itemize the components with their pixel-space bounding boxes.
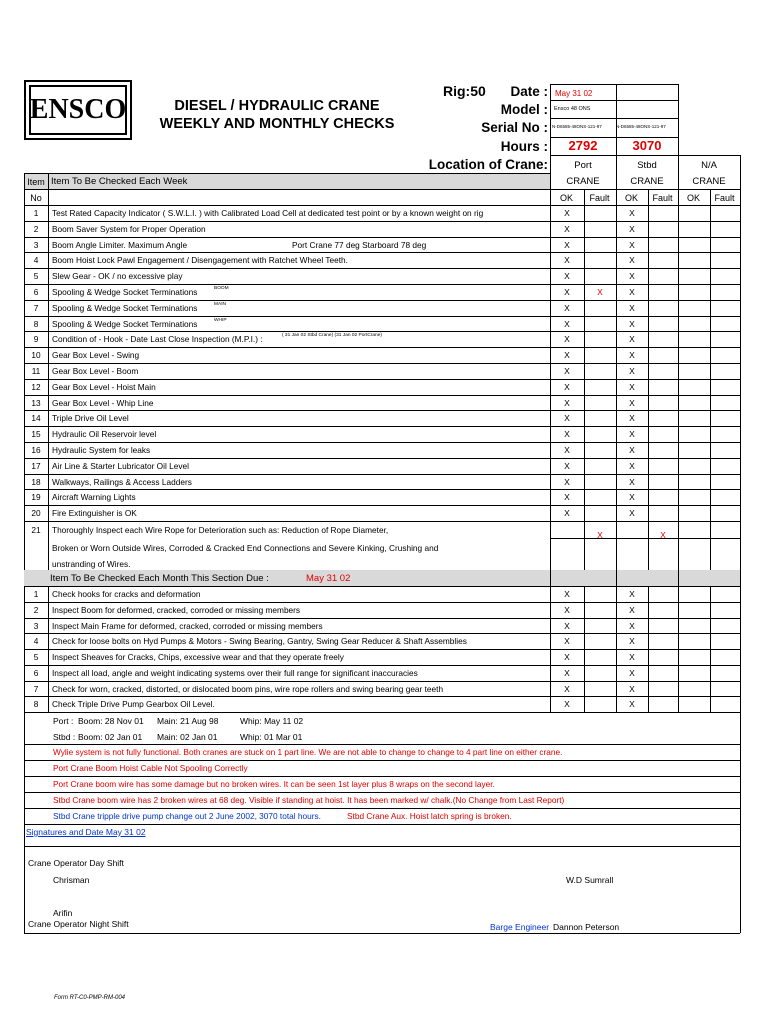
remark-text: Port Crane Boom Hoist Cable Not Spooling Correctly: [53, 763, 248, 773]
model-box: [616, 100, 617, 118]
grid-line: [616, 570, 617, 586]
stbd-ok-mark: X: [629, 621, 635, 631]
port-ok-mark: X: [564, 413, 570, 423]
crane-col-crane: CRANE: [630, 176, 664, 187]
logo-text: ENSCO: [29, 94, 127, 125]
fault-col-header: Fault: [714, 193, 735, 203]
stbd-ok-mark: X: [629, 652, 635, 662]
port-ok-mark: X: [564, 287, 570, 297]
stbd-main-date: Main: 02 Jan 01: [157, 732, 218, 742]
table-row-line: [24, 521, 740, 522]
port-ok-mark: X: [564, 621, 570, 631]
stbd-ok-mark: X: [629, 366, 635, 376]
serial-label: Serial No :: [481, 120, 548, 135]
item-number: 19: [31, 492, 41, 502]
item-number: 10: [31, 350, 41, 360]
grid-line: [24, 173, 550, 174]
grid-line: [550, 155, 740, 156]
item-number: 16: [31, 445, 41, 455]
stbd-ok-mark: X: [629, 271, 635, 281]
item-text: Boom Hoist Lock Pawl Engagement / Disengagement with Ratchet Wheel Teeth.: [52, 255, 348, 265]
table-row-line: [24, 221, 740, 222]
remark-text: Wylie system is not fully functional. Both cranes are stuck on 1 part line. We are not able to change to change to 4 part line on either crane.: [53, 747, 563, 757]
item-text: Aircraft Warning Lights: [52, 492, 136, 502]
item-text: Spooling & Wedge Socket Terminations: [52, 319, 198, 329]
rig-label: Rig:: [443, 83, 471, 99]
port-ok-mark: X: [564, 461, 570, 471]
monthly-item-number: 5: [33, 652, 39, 662]
date-label: Date :: [510, 84, 548, 99]
stbd-ok-mark: X: [629, 477, 635, 487]
table-row-line: [24, 489, 740, 490]
form-number: Form RT-C0-PMP-RM-004: [54, 995, 126, 1001]
grid-line: [740, 712, 741, 920]
hours-box: [550, 137, 551, 155]
grid-line: [678, 155, 679, 712]
item-text: Boom Angle Limiter. Maximum Angle: [52, 240, 188, 250]
table-row-line: [24, 712, 740, 713]
stbd-ok-mark: X: [629, 699, 635, 709]
grid-line: [740, 155, 741, 712]
stbd-fault-mark: X: [660, 530, 666, 540]
item-text: Walkways, Railings & Access Ladders: [52, 477, 192, 487]
item-number: 7: [33, 303, 39, 313]
port-fault-mark: X: [597, 287, 603, 297]
stbd-ok-mark: X: [629, 636, 635, 646]
remark-line: [24, 808, 740, 809]
weekly-header: Item To Be Checked Each Week: [51, 176, 188, 187]
stbd-ok-mark: X: [629, 398, 635, 408]
port-ok-mark: X: [564, 350, 570, 360]
port-main-date: Main: 21 Aug 98: [157, 716, 219, 726]
night-shift-label: Crane Operator Night Shift: [28, 919, 129, 929]
day-shift-name: Chrisman: [53, 875, 90, 885]
port-ok-mark: X: [564, 255, 570, 265]
title-line-2: WEEKLY AND MONTHLY CHECKS: [159, 116, 395, 132]
remark-text: Port Crane boom wire has some damage but no broken wires. It can be seen 1st layer plus 8 wraps on the second layer.: [53, 779, 495, 789]
grid-line: [740, 920, 741, 933]
stbd-ok-mark: X: [629, 508, 635, 518]
title-line-1: DIESEL / HYDRAULIC CRANE: [174, 98, 380, 114]
item-text: Spooling & Wedge Socket Terminations: [52, 303, 198, 313]
port-ok-mark: X: [564, 240, 570, 250]
stbd-ok-mark: X: [629, 255, 635, 265]
stbd-ok-mark: X: [629, 319, 635, 329]
port-ok-mark: X: [564, 208, 570, 218]
table-row-line: [24, 300, 740, 301]
date-box: [616, 84, 678, 85]
table-row-line: [24, 649, 740, 650]
item21-text-2: Broken or Worn Outside Wires, Corroded & Cracked End Connections and Severe Kinking, Crushing and: [52, 543, 439, 553]
date-box: [678, 84, 679, 100]
table-row-line: [24, 395, 740, 396]
monthly-item-text: Inspect all load, angle and weight indicating systems over their full range for significant inaccuracies: [52, 668, 418, 678]
stbd-ok-mark: X: [629, 382, 635, 392]
grid-line: [24, 824, 740, 825]
table-row-line: [24, 505, 740, 506]
item-text: Test Rated Capacity Indicator ( S.W.L.I. ) with Calibrated Load Cell at dedicated test point or by a known weight on rig: [52, 208, 484, 218]
table-row-line: [24, 618, 740, 619]
grid-line: [24, 846, 740, 847]
ok-col-header: OK: [624, 193, 638, 203]
remark-text: Stbd Crane boom wire has 2 broken wires at 68 deg. Visible if standing at hoist. It has been marked w/ chalk.(No Change from Last Report): [53, 795, 565, 805]
port-ok-mark: X: [564, 589, 570, 599]
hours-box: [678, 137, 679, 155]
table-row-line: [24, 284, 740, 285]
hours-box: [550, 137, 616, 138]
table-row-line: [550, 538, 740, 539]
port-ok-mark: X: [564, 508, 570, 518]
date-box: [550, 84, 616, 85]
table-row-line: [24, 665, 740, 666]
stbd-ok-mark: X: [629, 445, 635, 455]
monthly-item-text: Check hooks for cracks and deformation: [52, 589, 201, 599]
item-number: 18: [31, 477, 41, 487]
monthly-item-number: 6: [33, 668, 39, 678]
crane-col-name: Stbd: [637, 160, 657, 171]
crane-col-crane: CRANE: [566, 176, 600, 187]
port-ok-mark: X: [564, 636, 570, 646]
stbd-ok-mark: X: [629, 287, 635, 297]
stbd-whip-date: Whip: 01 Mar 01: [240, 732, 303, 742]
item-text: Condition of - Hook - Date Last Close Inspection (M.P.I.) :: [52, 334, 263, 344]
grid-line: [24, 586, 740, 587]
item-text: Hydraulic Oil Reservoir level: [52, 429, 157, 439]
item-sub-label: MAIN: [214, 302, 226, 307]
item-text: Gear Box Level - Whip Line: [52, 398, 154, 408]
item-text: Triple Drive Oil Level: [52, 413, 129, 423]
day-shift-label: Crane Operator Day Shift: [28, 858, 124, 868]
item21-text-3: unstranding of Wires.: [52, 559, 131, 569]
no-col-header: No: [30, 193, 42, 203]
item-number: 15: [31, 429, 41, 439]
monthly-item-text: Inspect Sheaves for Cracks, Chips, excessive wear and that they operate freely: [52, 652, 344, 662]
item-sub-label: BOOM: [214, 286, 229, 291]
stbd-wire-label: Stbd :: [53, 732, 76, 742]
remark-last-blue: Stbd Crane tripple drive pump change out 2 June 2002, 3070 total hours.: [53, 811, 321, 821]
monthly-item-number: 1: [33, 589, 39, 599]
barge-engineer-label: Barge Engineer: [490, 922, 550, 932]
stbd-ok-mark: X: [629, 605, 635, 615]
item-text: Gear Box Level - Hoist Main: [52, 382, 156, 392]
item-number: 13: [31, 398, 41, 408]
table-row-line: [24, 316, 740, 317]
item-number: 2: [33, 224, 39, 234]
serial-box: [550, 118, 616, 119]
port-ok-mark: X: [564, 398, 570, 408]
monthly-item-text: Inspect Main Frame for deformed, cracked, corroded or missing members: [52, 621, 323, 631]
table-row-line: [24, 633, 740, 634]
stbd-ok-mark: X: [629, 429, 635, 439]
port-ok-mark: X: [564, 382, 570, 392]
date-value: May 31 02: [555, 89, 593, 98]
monthly-header: Item To Be Checked Each Month This Section Due :: [50, 573, 269, 584]
item-sub-label: WHIP: [214, 318, 227, 323]
item-number: 17: [31, 461, 41, 471]
port-ok-mark: X: [564, 429, 570, 439]
hours-box: [616, 137, 617, 155]
remark-line: [24, 776, 740, 777]
stbd-ok-mark: X: [629, 208, 635, 218]
item-sub-label: ( 31 Jan 02 Stbd Crane) (31 Jan 02 PortCrane): [282, 333, 382, 338]
grid-line: [24, 933, 740, 934]
hours-stbd: 3070: [632, 138, 662, 153]
port-ok-mark: X: [564, 366, 570, 376]
item-text: Air Line & Starter Lubricator Oil Level: [52, 461, 189, 471]
port-ok-mark: X: [564, 652, 570, 662]
item-note: Port Crane 77 deg Starboard 78 deg: [292, 240, 427, 250]
grid-line: [24, 920, 25, 933]
model-box: [616, 100, 678, 101]
serial-box: [616, 118, 678, 119]
port-ok-mark: X: [564, 319, 570, 329]
table-row-line: [24, 237, 740, 238]
item-text: Gear Box Level - Swing: [52, 350, 140, 360]
remark-line: [24, 744, 740, 745]
item-number: 4: [33, 255, 39, 265]
date-box: [616, 84, 617, 100]
table-row-line: [24, 458, 740, 459]
port-boom-date: Boom: 28 Nov 01: [78, 716, 144, 726]
monthly-item-number: 7: [33, 684, 39, 694]
table-row-line: [24, 379, 740, 380]
stbd-ok-mark: X: [629, 684, 635, 694]
port-wire-label: Port :: [53, 716, 74, 726]
port-ok-mark: X: [564, 668, 570, 678]
stbd-ok-mark: X: [629, 224, 635, 234]
hours-port: 2792: [568, 138, 598, 153]
monthly-item-number: 4: [33, 636, 39, 646]
item-col-header: Item: [27, 177, 45, 187]
stbd-boom-date: Boom: 02 Jan 01: [78, 732, 143, 742]
wd-sumrall-name: W.D Sumrall: [566, 875, 614, 885]
remark-last-red: Stbd Crane Aux. Hoist latch spring is broken.: [347, 811, 512, 821]
crane-col-crane: CRANE: [692, 176, 726, 187]
model-box: [678, 100, 679, 118]
crane-col-name: N/A: [701, 160, 717, 171]
monthly-item-text: Check for loose bolts on Hyd Pumps & Motors - Swing Bearing, Gantry, Swing Gear Reducer & Shaft Assemblies: [52, 636, 467, 646]
grid-line: [550, 189, 740, 190]
table-row-line: [24, 268, 740, 269]
fault-col-header: Fault: [652, 193, 673, 203]
remark-line: [24, 760, 740, 761]
item-text: Hydraulic System for leaks: [52, 445, 151, 455]
crane-col-name: Port: [574, 160, 592, 171]
serial-box: [616, 118, 617, 137]
table-row-line: [24, 363, 740, 364]
model-box: [550, 100, 616, 101]
grid-line: [48, 173, 49, 570]
item21-text-1: Thoroughly Inspect each Wire Rope for Deterioration such as: Reduction of Rope Diameter,: [52, 525, 389, 535]
model-box: [550, 100, 551, 118]
serial-port: N-D6585-48ONS-121-97: [552, 124, 602, 129]
monthly-item-number: 3: [33, 621, 39, 631]
monthly-item-number: 8: [33, 699, 39, 709]
port-ok-mark: X: [564, 224, 570, 234]
item-number: 21: [31, 525, 41, 535]
item-number: 11: [31, 366, 41, 376]
monthly-due-date: May 31 02: [306, 573, 351, 584]
port-ok-mark: X: [564, 271, 570, 281]
table-row-line: [24, 252, 740, 253]
barge-engineer-name: Dannon Peterson: [553, 922, 620, 932]
item-number: 3: [33, 240, 39, 250]
table-row-line: [24, 331, 740, 332]
model-value: Ensco 48 ONS: [554, 106, 591, 112]
port-ok-mark: X: [564, 445, 570, 455]
item-number: 20: [31, 508, 41, 518]
stbd-ok-mark: X: [629, 413, 635, 423]
signatures-header: Signatures and Date May 31 02: [26, 827, 146, 837]
item-text: Spooling & Wedge Socket Terminations: [52, 287, 198, 297]
monthly-item-text: Inspect Boom for deformed, cracked, corroded or missing members: [52, 605, 301, 615]
table-row-line: [24, 410, 740, 411]
stbd-ok-mark: X: [629, 589, 635, 599]
item-number: 6: [33, 287, 39, 297]
grid-line: [550, 570, 551, 586]
stbd-ok-mark: X: [629, 303, 635, 313]
table-row-line: [24, 426, 740, 427]
table-row-line: [24, 696, 740, 697]
port-fault-mark: X: [597, 530, 603, 540]
grid-line: [24, 205, 740, 206]
serial-box: [678, 118, 679, 137]
item-number: 12: [31, 382, 41, 392]
grid-line: [678, 570, 679, 586]
table-row-line: [24, 347, 740, 348]
port-ok-mark: X: [564, 334, 570, 344]
table-row-line: [24, 442, 740, 443]
stbd-ok-mark: X: [629, 350, 635, 360]
ok-col-header: OK: [559, 193, 573, 203]
item-number: 5: [33, 271, 39, 281]
table-row-line: [24, 602, 740, 603]
port-ok-mark: X: [564, 605, 570, 615]
item-text: Gear Box Level - Boom: [52, 366, 139, 376]
rig-value: 50: [470, 83, 486, 99]
grid-line: [24, 189, 550, 190]
item-number: 8: [33, 319, 39, 329]
port-ok-mark: X: [564, 492, 570, 502]
item-number: 1: [33, 208, 39, 218]
stbd-ok-mark: X: [629, 334, 635, 344]
monthly-item-text: Check Triple Drive Pump Gearbox Oil Level.: [52, 699, 215, 709]
hours-label: Hours :: [500, 139, 548, 154]
item-text: Fire Extinguisher is OK: [52, 508, 137, 518]
stbd-ok-mark: X: [629, 668, 635, 678]
night-shift-name: Arifin: [53, 908, 73, 918]
location-label: Location of Crane:: [428, 157, 548, 172]
monthly-item-number: 2: [33, 605, 39, 615]
port-whip-date: Whip: May 11 02: [240, 716, 304, 726]
monthly-item-text: Check for worn, cracked, distorted, or dislocated boom pins, wire rope rollers and swing bearing gear teeth: [52, 684, 444, 694]
fault-col-header: Fault: [589, 193, 610, 203]
model-label: Model :: [500, 102, 548, 117]
item-number: 14: [31, 413, 41, 423]
port-ok-mark: X: [564, 477, 570, 487]
item-number: 9: [33, 334, 39, 344]
hours-box: [616, 137, 678, 138]
serial-stbd: N-D6585-48ONS-121-97: [616, 124, 666, 129]
table-row-line: [24, 474, 740, 475]
port-ok-mark: X: [564, 684, 570, 694]
stbd-ok-mark: X: [629, 461, 635, 471]
stbd-ok-mark: X: [629, 492, 635, 502]
ok-col-header: OK: [686, 193, 700, 203]
remark-line: [24, 792, 740, 793]
serial-box: [550, 118, 551, 137]
port-ok-mark: X: [564, 303, 570, 313]
item-text: Slew Gear - OK / no excessive play: [52, 271, 183, 281]
port-ok-mark: X: [564, 699, 570, 709]
stbd-ok-mark: X: [629, 240, 635, 250]
item-text: Boom Saver System for Proper Operation: [52, 224, 206, 234]
table-row-line: [24, 681, 740, 682]
date-box: [550, 84, 551, 100]
